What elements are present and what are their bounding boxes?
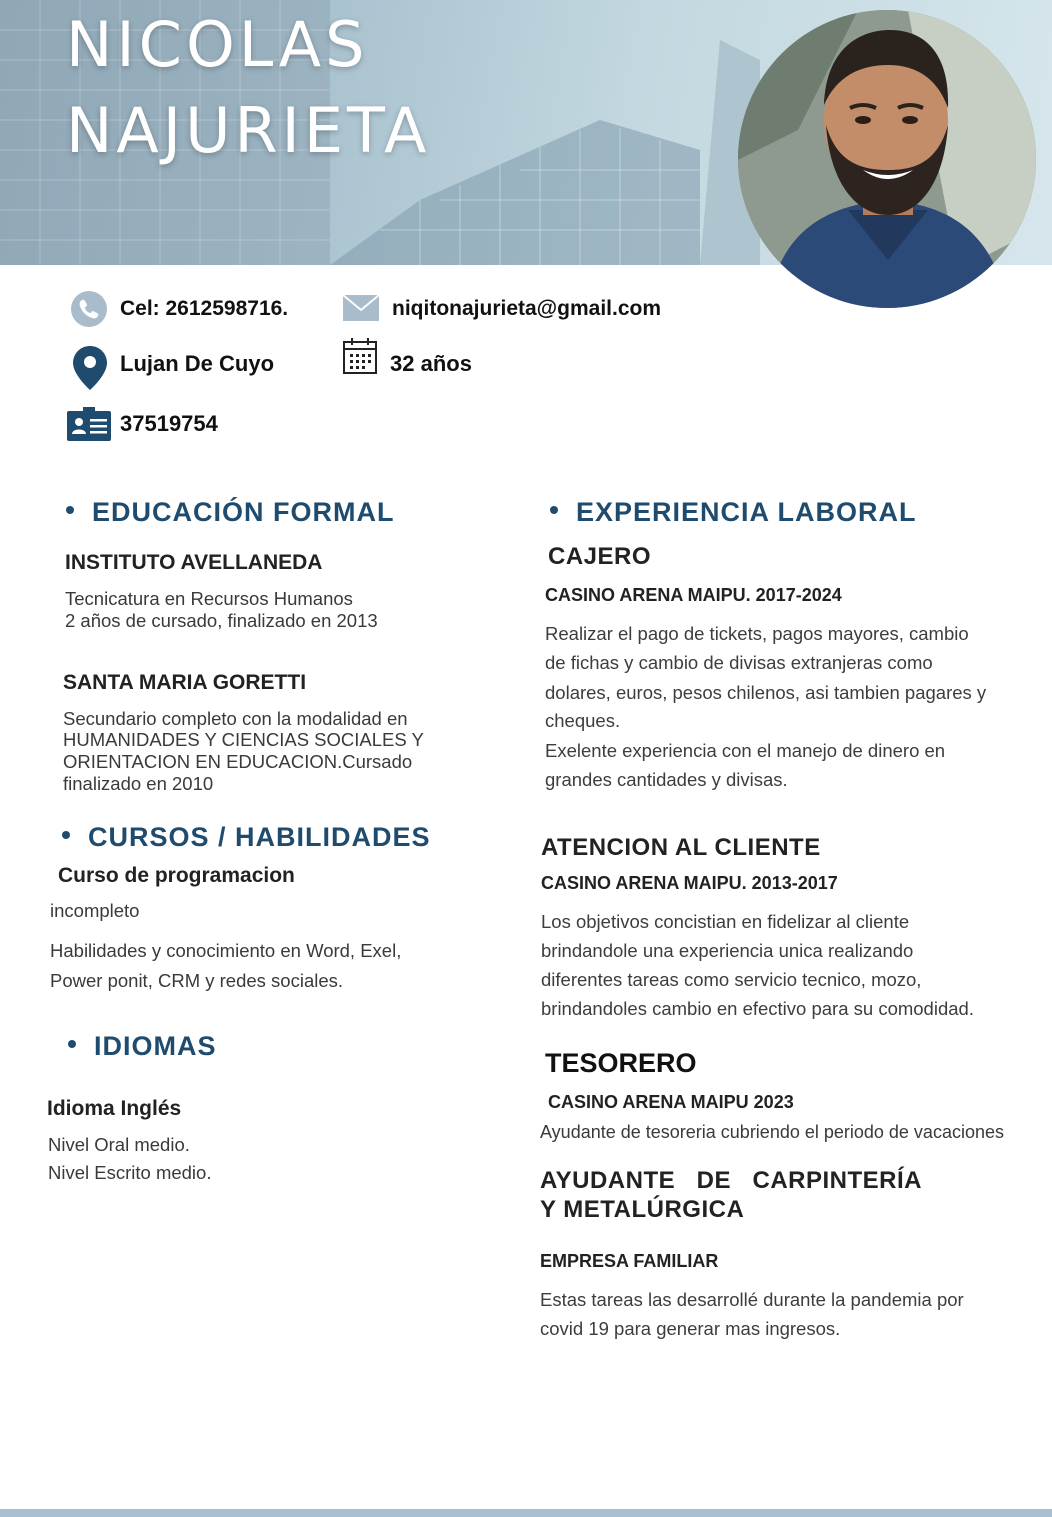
job-desc-line: Ayudante de tesoreria cubriendo el periodo de vacaciones xyxy=(540,1122,1004,1142)
courses-section-title: CURSOS / HABILIDADES xyxy=(62,822,431,853)
education-section-title: EDUCACIÓN FORMAL xyxy=(66,497,394,528)
email-icon xyxy=(342,294,380,322)
education-line: HUMANIDADES Y CIENCIAS SOCIALES Y xyxy=(63,729,424,750)
age-text: 32 años xyxy=(390,351,472,376)
location-text: Lujan De Cuyo xyxy=(120,351,275,376)
job-desc-line: Realizar el pago de tickets, pagos mayores, cambio xyxy=(545,623,969,644)
education-school-1: INSTITUTO AVELLANEDA xyxy=(65,551,323,574)
job-desc-line: Estas tareas las desarrollé durante la pandemia por xyxy=(540,1289,964,1310)
job-title: Y METALÚRGICA xyxy=(540,1196,745,1223)
bullet-icon xyxy=(68,1040,76,1048)
course-status: incompleto xyxy=(50,900,140,921)
education-line: finalizado en 2010 xyxy=(63,773,214,794)
last-name: NAJURIETA xyxy=(66,94,431,167)
location-pin-icon xyxy=(72,345,108,391)
job-company: CASINO ARENA MAIPU. 2017-2024 xyxy=(545,585,842,605)
job-desc-line: brindandoles cambio en efectivo para su comodidad. xyxy=(541,998,974,1019)
job-title: AYUDANTE DE CARPINTERÍA xyxy=(540,1167,922,1194)
job-desc-line: grandes cantidades y divisas. xyxy=(545,769,788,790)
id-card-icon xyxy=(66,406,112,442)
email-text: niqitonajurieta@gmail.com xyxy=(392,297,662,320)
bullet-icon xyxy=(550,506,558,514)
education-school-2: SANTA MARIA GORETTI xyxy=(63,671,307,694)
job-title: CAJERO xyxy=(548,543,652,570)
skills-line: Habilidades y conocimiento en Word, Exel, xyxy=(50,940,402,961)
education-line: Secundario completo con la modalidad en xyxy=(63,708,408,729)
job-company: CASINO ARENA MAIPU. 2013-2017 xyxy=(541,873,838,893)
education-line: ORIENTACION EN EDUCACION.Cursado xyxy=(63,751,413,772)
job-company: CASINO ARENA MAIPU 2023 xyxy=(548,1092,794,1112)
education-line: Tecnicatura en Recursos Humanos xyxy=(65,588,353,609)
job-desc-line: Los objetivos concistian en fidelizar al cliente xyxy=(541,911,910,932)
course-name: Curso de programacion xyxy=(58,864,295,887)
job-desc-line: covid 19 para generar mas ingresos. xyxy=(540,1318,841,1339)
language-name: Idioma Inglés xyxy=(47,1097,182,1120)
phone-text: Cel: 2612598716. xyxy=(120,297,289,320)
job-desc-line: brindandole una experiencia unica realizando xyxy=(541,940,914,961)
language-written: Nivel Escrito medio. xyxy=(48,1162,212,1183)
education-line: 2 años de cursado, finalizado en 2013 xyxy=(65,610,378,631)
job-desc-line: dolares, euros, pesos chilenos, asi tambien pagares y xyxy=(545,682,987,703)
job-company: EMPRESA FAMILIAR xyxy=(540,1251,719,1271)
calendar-icon xyxy=(342,337,378,375)
job-title: TESORERO xyxy=(545,1048,697,1078)
languages-section-title: IDIOMAS xyxy=(68,1031,217,1062)
language-oral: Nivel Oral medio. xyxy=(48,1134,190,1155)
job-title: ATENCION AL CLIENTE xyxy=(541,834,821,861)
phone-icon xyxy=(70,290,108,328)
bullet-icon xyxy=(66,506,74,514)
footer-bar xyxy=(0,1509,1052,1517)
skills-line: Power ponit, CRM y redes sociales. xyxy=(50,970,344,991)
profile-photo xyxy=(738,10,1036,308)
job-desc-line: Exelente experiencia con el manejo de dinero en xyxy=(545,740,946,761)
job-desc-line: cheques. xyxy=(545,710,621,731)
job-desc-line: diferentes tareas como servicio tecnico, mozo, xyxy=(541,969,922,990)
job-desc-line: de fichas y cambio de divisas extranjeras como xyxy=(545,652,933,673)
experience-section-title: EXPERIENCIA LABORAL xyxy=(550,497,917,528)
id-number-text: 37519754 xyxy=(120,411,218,436)
first-name: NICOLAS xyxy=(66,8,369,81)
bullet-icon xyxy=(62,831,70,839)
